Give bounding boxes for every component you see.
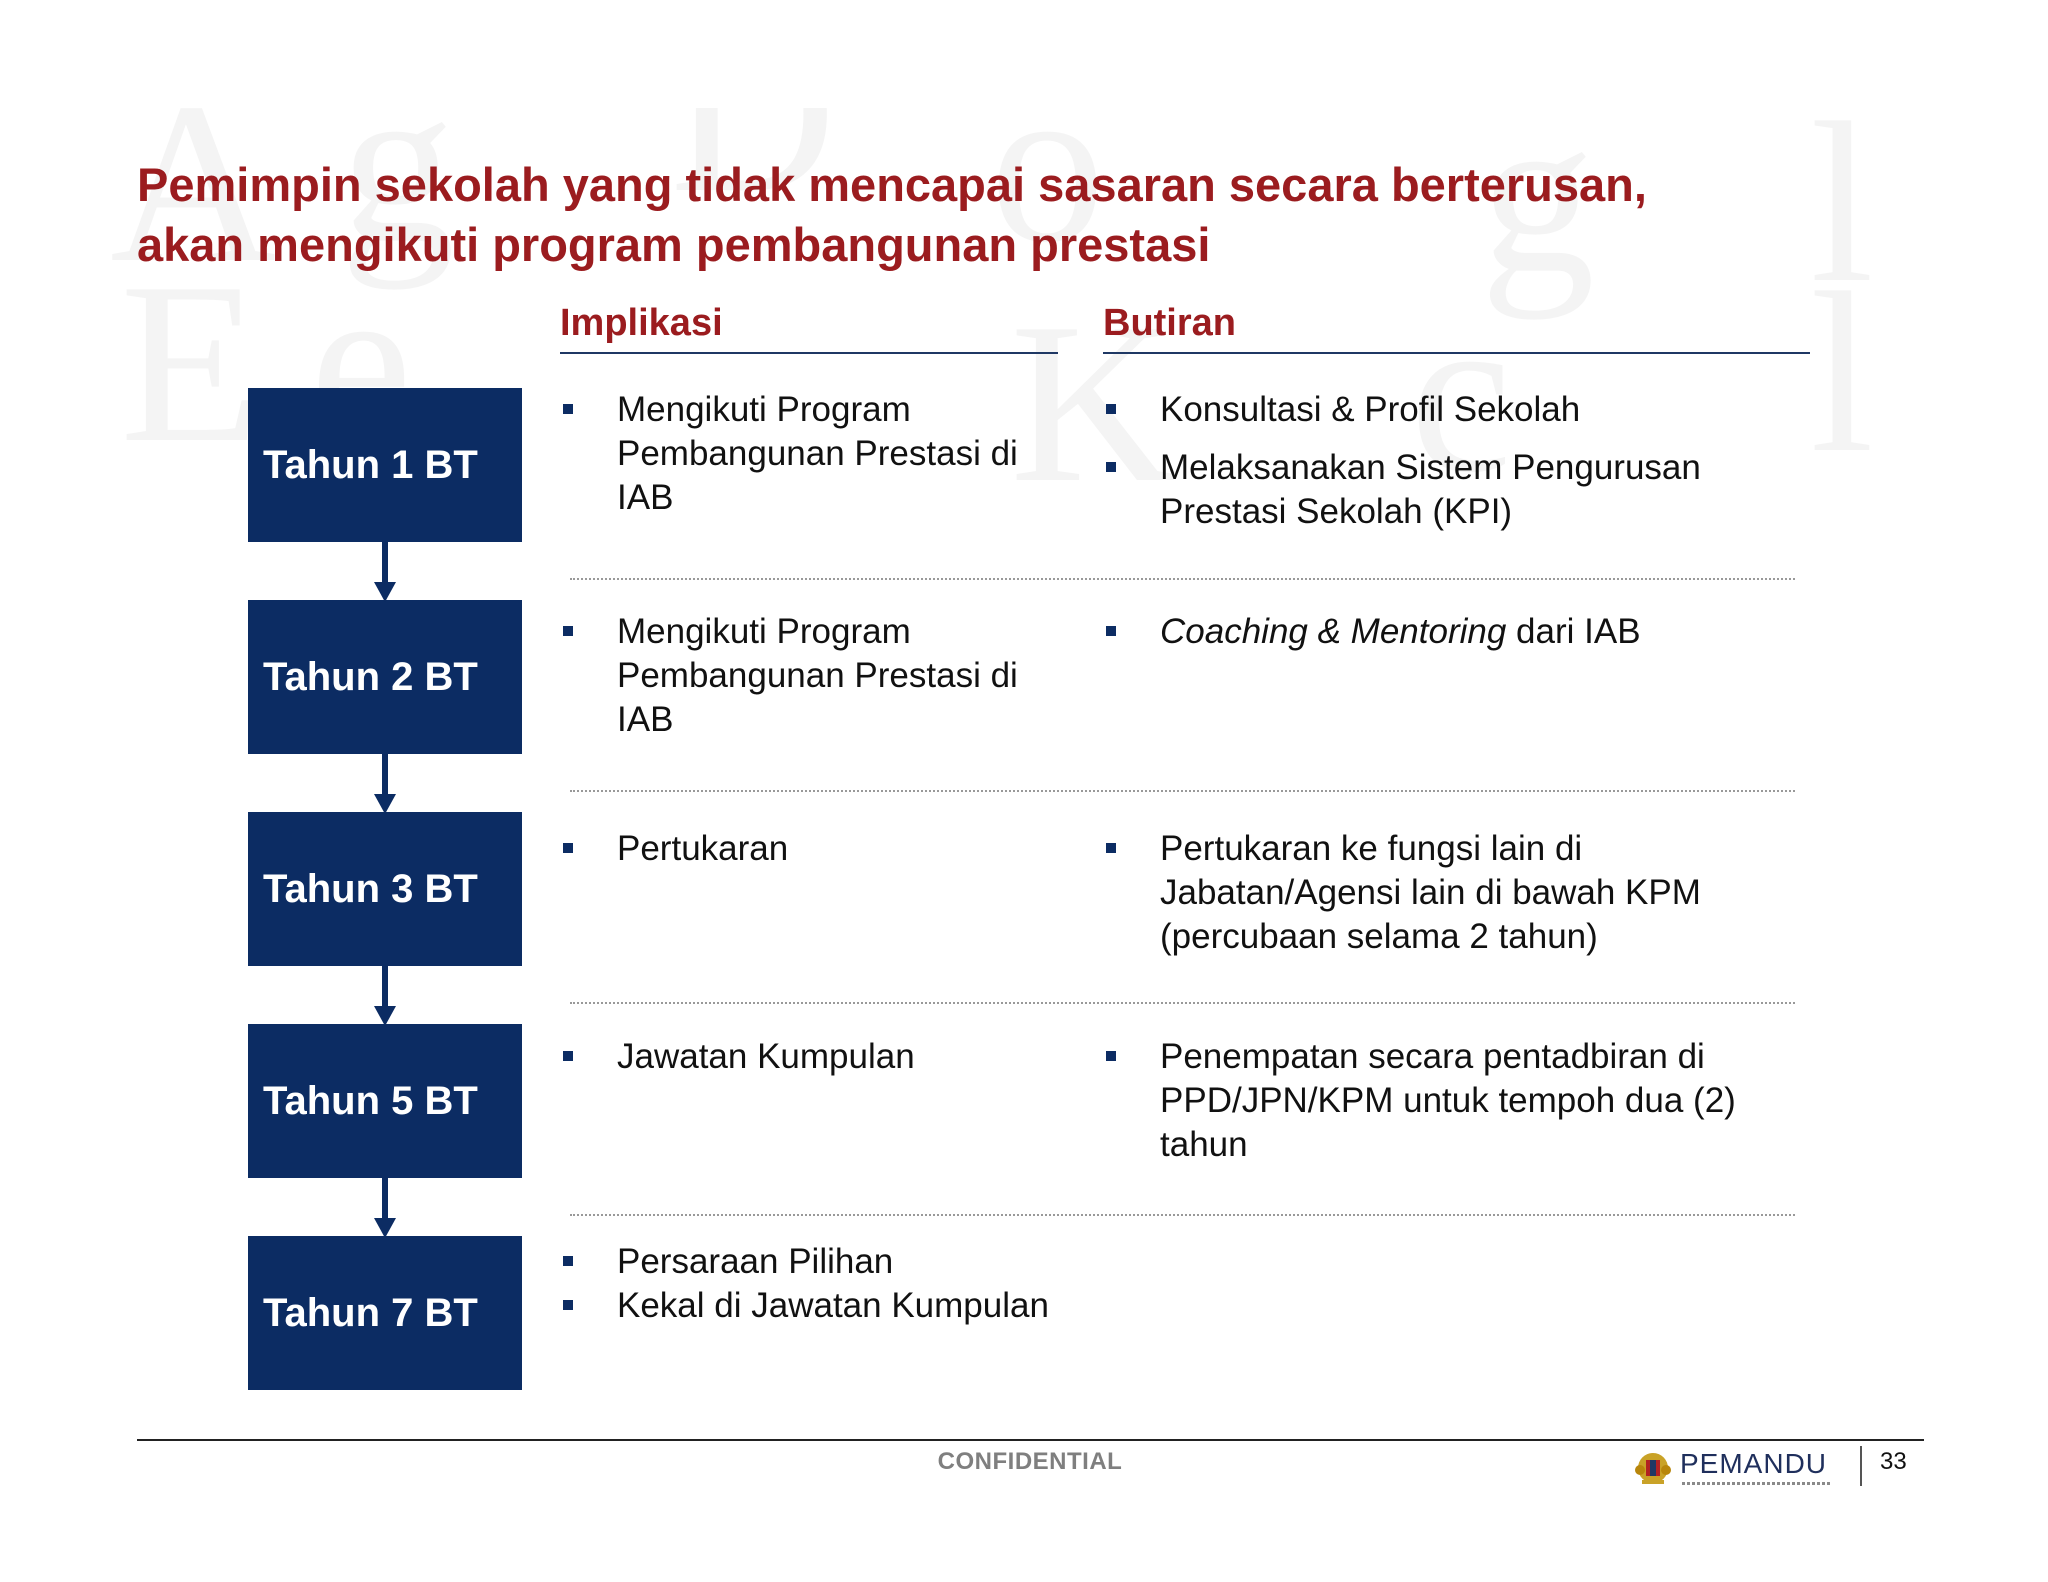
row-1-butiran bbox=[1103, 388, 1833, 534]
list-item: Persaraan Pilihan bbox=[560, 1240, 1060, 1284]
down-arrow-icon bbox=[377, 1178, 393, 1238]
list-item: Pertukaran ke fungsi lain di Jabatan/Agensi lain di bawah KPM (percubaan selama 2 tahun) bbox=[1103, 827, 1833, 959]
list-item: Mengikuti Program Pembangunan Prestasi di IAB bbox=[560, 610, 1060, 742]
brand-name: PEMANDU bbox=[1680, 1448, 1828, 1479]
page-number: 33 bbox=[1880, 1448, 1907, 1475]
square-bullet-icon bbox=[563, 1300, 573, 1310]
list-item: Pertukaran bbox=[560, 827, 1060, 871]
footer-divider bbox=[137, 1439, 1924, 1441]
down-arrow-icon bbox=[377, 966, 393, 1026]
year-box-3: Tahun 3 BT bbox=[248, 812, 522, 966]
row-2-implikasi bbox=[560, 610, 1060, 742]
square-bullet-icon bbox=[563, 626, 573, 636]
square-bullet-icon bbox=[563, 843, 573, 853]
down-arrow-icon bbox=[377, 754, 393, 814]
row-separator bbox=[570, 790, 1795, 792]
crest-icon bbox=[1632, 1448, 1674, 1488]
square-bullet-icon bbox=[1106, 1051, 1116, 1061]
row-3-butiran bbox=[1103, 827, 1833, 959]
list-item: Konsultasi & Profil Sekolah bbox=[1103, 388, 1833, 432]
row-5-implikasi bbox=[560, 1035, 1060, 1079]
slide-title-line-1: Pemimpin sekolah yang tidak mencapai sasaran secara berterusan, bbox=[137, 158, 1647, 211]
year-box-5: Tahun 5 BT bbox=[248, 1024, 522, 1178]
pemandu-logo bbox=[1632, 1448, 1842, 1488]
square-bullet-icon bbox=[1106, 462, 1116, 472]
column-header-implikasi: Implikasi bbox=[560, 298, 1058, 354]
row-separator bbox=[570, 1002, 1795, 1004]
slide-title bbox=[137, 155, 1937, 275]
year-box-1: Tahun 1 BT bbox=[248, 388, 522, 542]
list-item: Melaksanakan Sistem Pengurusan Prestasi Sekolah (KPI) bbox=[1103, 446, 1833, 534]
logo-divider bbox=[1860, 1446, 1862, 1486]
year-box-2: Tahun 2 BT bbox=[248, 600, 522, 754]
square-bullet-icon bbox=[1106, 404, 1116, 414]
square-bullet-icon bbox=[563, 1256, 573, 1266]
list-item: Penempatan secara pentadbiran di PPD/JPN/KPM untuk tempoh dua (2) tahun bbox=[1103, 1035, 1833, 1167]
row-separator bbox=[570, 1214, 1795, 1216]
year-box-7: Tahun 7 BT bbox=[248, 1236, 522, 1390]
square-bullet-icon bbox=[1106, 843, 1116, 853]
list-item: Mengikuti Program Pembangunan Prestasi di IAB bbox=[560, 388, 1060, 520]
square-bullet-icon bbox=[563, 404, 573, 414]
column-header-butiran: Butiran bbox=[1103, 298, 1810, 354]
list-item: Kekal di Jawatan Kumpulan bbox=[560, 1284, 1060, 1328]
square-bullet-icon bbox=[1106, 626, 1116, 636]
confidential-label: CONFIDENTIAL bbox=[937, 1448, 1123, 1475]
row-1-implikasi bbox=[560, 388, 1060, 520]
square-bullet-icon bbox=[563, 1051, 573, 1061]
list-item: Coaching & Mentoring dari IAB bbox=[1103, 610, 1833, 654]
row-separator bbox=[570, 578, 1795, 580]
row-2-butiran bbox=[1103, 610, 1833, 654]
brand-tagline bbox=[1682, 1482, 1832, 1485]
row-5-butiran bbox=[1103, 1035, 1833, 1167]
row-7-implikasi bbox=[560, 1240, 1060, 1328]
slide-title-line-2: akan mengikuti program pembangunan prestasi bbox=[137, 218, 1211, 271]
down-arrow-icon bbox=[377, 542, 393, 602]
row-3-implikasi bbox=[560, 827, 1060, 871]
list-item: Jawatan Kumpulan bbox=[560, 1035, 1060, 1079]
